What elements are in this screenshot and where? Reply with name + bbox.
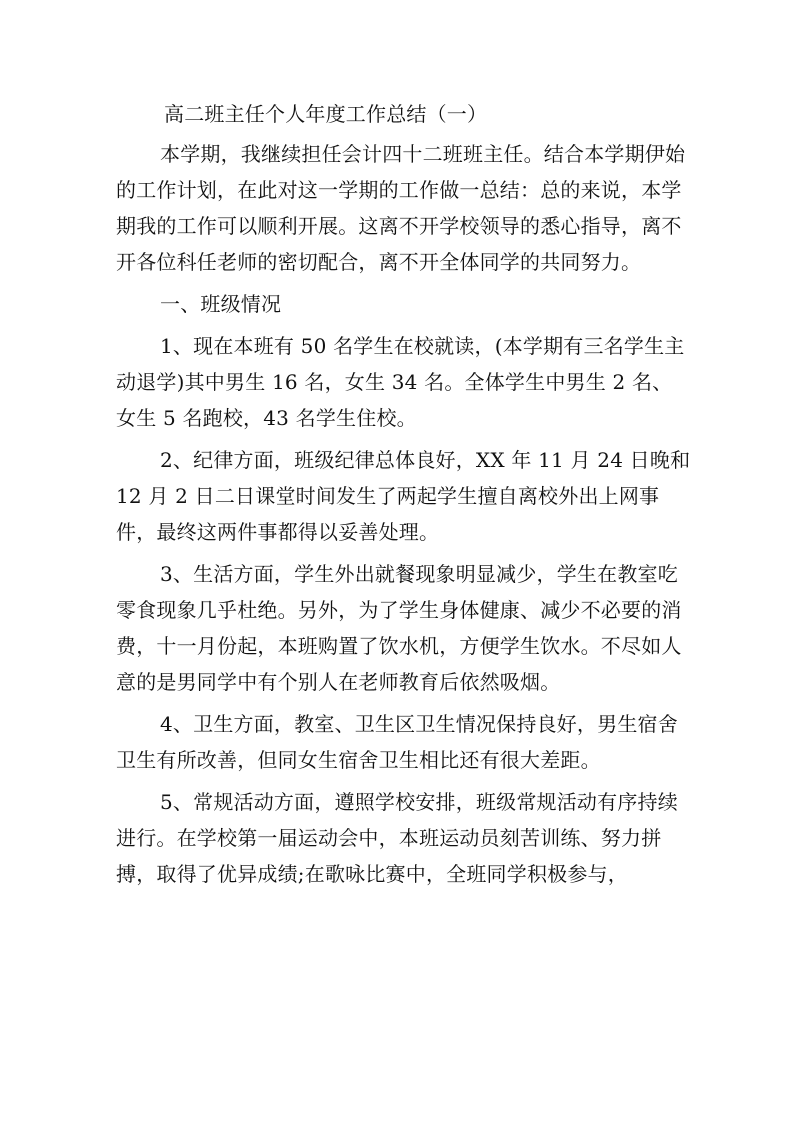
document-body [116, 96, 692, 892]
item-paragraph-2: 2、纪律方面，班级纪律总体良好，XX 年 11 月 24 日晚和 12 月 2 日二日课堂时间发生了两起学生擅自离校外出上网事件，最终这两件事都得以妥善处理。 [116, 448, 691, 544]
item-paragraph-4: 4、卫生方面，教室、卫生区卫生情况保持良好，男生宿舍卫生有所改善，但同女生宿舍卫生相比还有很大差距。 [116, 712, 678, 772]
item-paragraph-5: 5、常规活动方面，遵照学校安排，班级常规活动有序持续进行。在学校第一届运动会中，本班运动员刻苦训练、努力拼搏，取得了优异成绩;在歌咏比赛中，全班同学积极参与， [116, 790, 678, 886]
section-heading-class-situation: 一、班级情况 [160, 292, 282, 316]
intro-paragraph: 本学期，我继续担任会计四十二班班主任。结合本学期伊始的工作计划，在此对这一学期的工作做一总结：总的来说，本学期我的工作可以顺利开展。这离不开学校领导的悉心指导，离不开各位科任老师的密切配合，离不开全体同学的共同努力。 [116, 142, 686, 274]
item-paragraph-3: 3、生活方面，学生外出就餐现象明显减少，学生在教室吃零食现象几乎杜绝。另外，为了学生身体健康、减少不必要的消费，十一月份起，本班购置了饮水机，方便学生饮水。不尽如人意的是男同学中有个别人在老师教育后依然吸烟。 [116, 562, 682, 694]
item-paragraph-1: 1、现在本班有 50 名学生在校就读，(本学期有三名学生主动退学)其中男生 16 名，女生 34 名。全体学生中男生 2 名、女生 5 名跑校，43 名学生住校。 [116, 334, 685, 430]
document-title: 高二班主任个人年度工作总结（一） [164, 102, 488, 126]
